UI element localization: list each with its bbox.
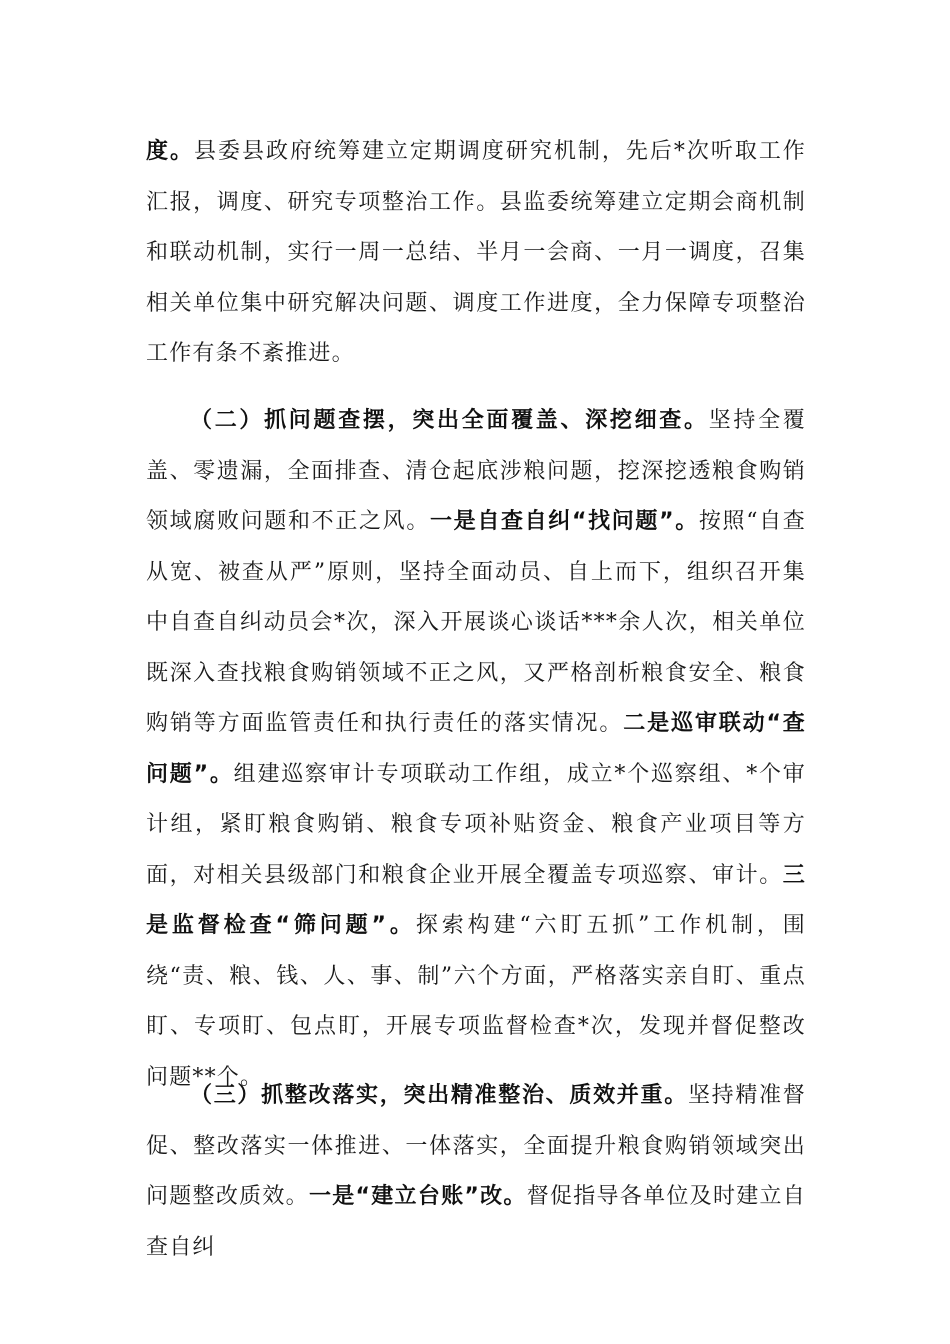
para3-bold-1: 一是“建立台账”改。 xyxy=(308,1184,527,1209)
para1-text: 县委县政府统筹建立定期调度研究机制，先后*次听取工作汇报，调度、研究专项整治工作。县监委统筹建立定期会商机制和联动机制，实行一周一总结、半月一会商、一月一调度，召集相关单位集中研究解决问题、调度工作进度，全力保障专项整治工作有条不紊推进。 xyxy=(146,139,807,366)
para2-heading: （二）抓问题查摆，突出全面覆盖、深挖细查。 xyxy=(190,408,709,433)
para3-text-a: 坚持精准督促、整改落实一体推进、一体落实，全面提升粮食购销领域突出问题整改质效。 xyxy=(146,1083,806,1209)
para2-text-d: 探索构建“六盯五抓”工作机制，围绕“责、粮、钱、人、事、制”六个方面，严格落实亲自盯、重点盯、专项盯、包点盯，开展专项监督检查*次，发现并督促整改问题**个。 xyxy=(146,913,806,1090)
para2-text-c: 组建巡察审计专项联动工作组，成立*个巡察组、*个审计组，紧盯粮食购销、粮食专项补贴资金、粮食产业项目等方面，对相关县级部门和粮食企业开展全覆盖专项巡察、审计。 xyxy=(146,761,806,888)
para2-bold-1: 一是自查自纠“找问题”。 xyxy=(429,509,699,534)
paragraph-3 xyxy=(146,1071,806,1273)
para3-heading: （三）抓整改落实，突出精准整治、质效并重。 xyxy=(190,1083,688,1108)
paragraph-1 xyxy=(146,127,806,380)
para3-text-b: 督促指导各单位及时建立自查自纠 xyxy=(146,1184,806,1260)
para1-lead-bold: 度。 xyxy=(146,139,194,164)
paragraph-2 xyxy=(146,396,806,1103)
para2-text-b: 按照“自查从宽、被查从严”原则，坚持全面动员、自上而下，组织召开集中自查自纠动员会*次，深入开展谈心谈话***余人次，相关单位既深入查找粮食购销领域不正之风，又严格剖析粮食安全、粮食购销等方面监管责任和执行责任的落实情况。 xyxy=(146,509,806,736)
para2-bold-3: 三是监督检查“筛问题”。 xyxy=(146,862,806,938)
para2-bold-2: 二是巡审联动“查问题”。 xyxy=(146,711,806,787)
para2-text-a: 坚持全覆盖、零遗漏，全面排查、清仓起底涉粮问题，挖深挖透粮食购销领域腐败问题和不正之风。 xyxy=(146,408,807,534)
